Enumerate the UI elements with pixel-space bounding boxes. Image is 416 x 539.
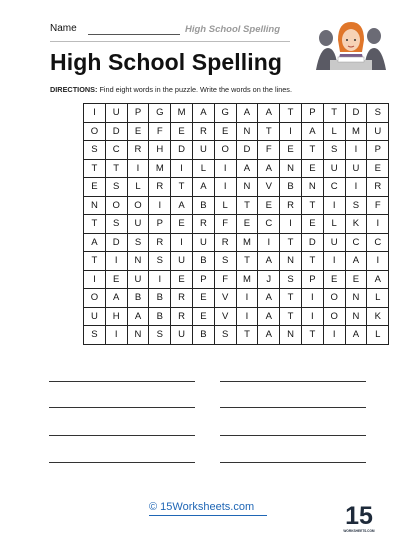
grid-row xyxy=(84,233,389,252)
grid-cell: I xyxy=(301,289,323,308)
grid-cell: A xyxy=(127,307,149,326)
grid-cell: E xyxy=(171,122,193,141)
grid-cell: E xyxy=(214,122,236,141)
grid-cell: F xyxy=(367,196,389,215)
grid-cell: J xyxy=(258,270,280,289)
grid-cell: I xyxy=(323,252,345,271)
grid-cell: L xyxy=(192,159,214,178)
grid-cell: N xyxy=(127,252,149,271)
grid-cell: U xyxy=(323,159,345,178)
grid-cell: U xyxy=(192,141,214,160)
grid-cell: V xyxy=(214,289,236,308)
grid-cell: I xyxy=(367,252,389,271)
grid-cell: M xyxy=(236,233,258,252)
grid-cell: D xyxy=(105,122,127,141)
grid-cell: U xyxy=(127,215,149,234)
grid-cell: E xyxy=(127,122,149,141)
grid-cell: U xyxy=(171,252,193,271)
grid-cell: L xyxy=(323,215,345,234)
grid-cell: R xyxy=(171,289,193,308)
answer-line-3[interactable] xyxy=(49,407,195,408)
grid-cell: O xyxy=(323,289,345,308)
grid-cell: R xyxy=(280,196,302,215)
grid-cell: U xyxy=(192,233,214,252)
grid-cell: T xyxy=(171,178,193,197)
grid-cell: E xyxy=(171,270,193,289)
grid-cell: A xyxy=(345,252,367,271)
grid-cell: U xyxy=(84,307,106,326)
grid-cell: I xyxy=(323,196,345,215)
grid-cell: I xyxy=(214,159,236,178)
grid-cell: T xyxy=(236,252,258,271)
grid-cell: M xyxy=(345,122,367,141)
grid-cell: I xyxy=(105,252,127,271)
grid-cell: C xyxy=(345,233,367,252)
grid-cell: I xyxy=(236,307,258,326)
grid-cell: A xyxy=(84,233,106,252)
grid-cell: E xyxy=(192,289,214,308)
grid-cell: S xyxy=(149,326,171,345)
grid-cell: E xyxy=(323,270,345,289)
grid-cell: D xyxy=(236,141,258,160)
grid-cell: K xyxy=(367,307,389,326)
grid-cell: I xyxy=(280,215,302,234)
answer-line-5[interactable] xyxy=(49,435,195,436)
grid-cell: I xyxy=(149,270,171,289)
grid-cell: A xyxy=(367,270,389,289)
grid-cell: S xyxy=(84,141,106,160)
grid-cell: M xyxy=(236,270,258,289)
grid-cell: N xyxy=(280,326,302,345)
grid-cell: B xyxy=(149,307,171,326)
grid-cell: R xyxy=(149,178,171,197)
grid-cell: I xyxy=(367,215,389,234)
grid-cell: T xyxy=(236,326,258,345)
grid-cell: N xyxy=(127,326,149,345)
grid-cell: L xyxy=(127,178,149,197)
grid-row xyxy=(84,252,389,271)
grid-cell: A xyxy=(258,289,280,308)
grid-cell: B xyxy=(127,289,149,308)
grid-cell: R xyxy=(214,233,236,252)
grid-cell: I xyxy=(127,159,149,178)
grid-cell: G xyxy=(214,104,236,123)
grid-cell: I xyxy=(171,233,193,252)
grid-cell: S xyxy=(214,252,236,271)
answer-line-2[interactable] xyxy=(220,381,366,382)
grid-cell: O xyxy=(84,122,106,141)
grid-cell: U xyxy=(367,122,389,141)
grid-cell: I xyxy=(84,104,106,123)
grid-cell: N xyxy=(280,252,302,271)
grid-cell: S xyxy=(127,233,149,252)
grid-cell: F xyxy=(214,270,236,289)
answer-line-8[interactable] xyxy=(220,462,366,463)
grid-cell: T xyxy=(280,307,302,326)
grid-cell: S xyxy=(105,178,127,197)
grid-cell: S xyxy=(149,252,171,271)
grid-cell: V xyxy=(214,307,236,326)
grid-cell: L xyxy=(367,326,389,345)
grid-cell: C xyxy=(258,215,280,234)
grid-cell: E xyxy=(236,215,258,234)
grid-cell: M xyxy=(149,159,171,178)
grid-cell: I xyxy=(345,178,367,197)
grid-cell: A xyxy=(171,196,193,215)
grid-cell: U xyxy=(171,326,193,345)
grid-cell: A xyxy=(236,159,258,178)
grid-cell: N xyxy=(84,196,106,215)
grid-row xyxy=(84,270,389,289)
grid-cell: S xyxy=(367,104,389,123)
grid-cell: O xyxy=(323,307,345,326)
grid-cell: S xyxy=(280,270,302,289)
grid-cell: U xyxy=(105,104,127,123)
grid-cell: E xyxy=(367,159,389,178)
grid-cell: A xyxy=(236,104,258,123)
grid-cell: T xyxy=(84,159,106,178)
grid-cell: I xyxy=(280,122,302,141)
grid-cell: C xyxy=(323,178,345,197)
grid-cell: E xyxy=(280,141,302,160)
student-illustration xyxy=(316,18,386,70)
grid-cell: I xyxy=(236,289,258,308)
grid-cell: T xyxy=(84,252,106,271)
grid-cell: A xyxy=(301,122,323,141)
grid-cell: A xyxy=(258,252,280,271)
answer-line-1[interactable] xyxy=(49,381,195,382)
grid-cell: I xyxy=(149,196,171,215)
footer-link-underline xyxy=(149,515,267,516)
grid-cell: A xyxy=(192,178,214,197)
grid-cell: S xyxy=(323,141,345,160)
grid-cell: A xyxy=(258,326,280,345)
grid-cell: R xyxy=(149,233,171,252)
grid-cell: F xyxy=(214,215,236,234)
grid-cell: D xyxy=(105,233,127,252)
grid-cell: C xyxy=(367,233,389,252)
grid-row xyxy=(84,141,389,160)
header-worksheet-title: High School Spelling xyxy=(185,24,280,35)
grid-row xyxy=(84,196,389,215)
grid-cell: O xyxy=(105,196,127,215)
grid-cell: T xyxy=(280,233,302,252)
grid-cell: A xyxy=(345,326,367,345)
grid-cell: L xyxy=(214,196,236,215)
grid-row xyxy=(84,326,389,345)
grid-cell: S xyxy=(214,326,236,345)
grid-cell: S xyxy=(105,215,127,234)
grid-cell: E xyxy=(345,270,367,289)
grid-cell: A xyxy=(105,289,127,308)
name-write-line[interactable] xyxy=(88,34,180,35)
grid-cell: U xyxy=(345,159,367,178)
grid-cell: N xyxy=(280,159,302,178)
grid-cell: P xyxy=(301,270,323,289)
grid-cell: E xyxy=(84,178,106,197)
grid-cell: M xyxy=(171,104,193,123)
grid-row xyxy=(84,159,389,178)
grid-row xyxy=(84,104,389,123)
grid-cell: F xyxy=(258,141,280,160)
grid-cell: P xyxy=(301,104,323,123)
grid-cell: O xyxy=(214,141,236,160)
grid-cell: I xyxy=(323,326,345,345)
grid-cell: S xyxy=(84,326,106,345)
header-divider xyxy=(50,41,290,42)
grid-cell: V xyxy=(258,178,280,197)
grid-cell: T xyxy=(105,159,127,178)
grid-cell: I xyxy=(105,326,127,345)
grid-cell: N xyxy=(236,178,258,197)
worksheets-logo xyxy=(345,497,373,535)
grid-cell: A xyxy=(192,104,214,123)
grid-cell: R xyxy=(171,307,193,326)
grid-cell: I xyxy=(301,307,323,326)
grid-cell: T xyxy=(301,252,323,271)
grid-cell: R xyxy=(127,141,149,160)
grid-cell: T xyxy=(301,326,323,345)
grid-cell: T xyxy=(301,196,323,215)
grid-cell: T xyxy=(84,215,106,234)
grid-cell: R xyxy=(192,215,214,234)
word-search-grid xyxy=(83,103,389,345)
grid-cell: E xyxy=(301,215,323,234)
directions-text: Find eight words in the puzzle. Write the words on the lines. xyxy=(97,85,292,94)
grid-cell: H xyxy=(105,307,127,326)
grid-cell: E xyxy=(171,215,193,234)
grid-cell: A xyxy=(258,307,280,326)
grid-cell: G xyxy=(149,104,171,123)
grid-cell: I xyxy=(171,159,193,178)
grid-cell: O xyxy=(127,196,149,215)
grid-cell: R xyxy=(192,122,214,141)
answer-line-6[interactable] xyxy=(220,435,366,436)
grid-row xyxy=(84,289,389,308)
grid-cell: B xyxy=(192,326,214,345)
grid-cell: R xyxy=(367,178,389,197)
grid-cell: B xyxy=(192,196,214,215)
grid-cell: E xyxy=(105,270,127,289)
grid-cell: A xyxy=(258,159,280,178)
directions xyxy=(50,85,292,94)
grid-cell: T xyxy=(236,196,258,215)
grid-cell: P xyxy=(149,215,171,234)
answer-line-4[interactable] xyxy=(220,407,366,408)
grid-cell: T xyxy=(280,104,302,123)
grid-cell: T xyxy=(258,122,280,141)
grid-cell: B xyxy=(192,252,214,271)
grid-row xyxy=(84,307,389,326)
grid-cell: T xyxy=(323,104,345,123)
grid-cell: E xyxy=(258,196,280,215)
grid-cell: L xyxy=(367,289,389,308)
grid-cell: N xyxy=(345,289,367,308)
grid-cell: O xyxy=(84,289,106,308)
grid-cell: H xyxy=(149,141,171,160)
page-title: High School Spelling xyxy=(50,49,282,75)
grid-cell: I xyxy=(214,178,236,197)
grid-cell: D xyxy=(345,104,367,123)
logo-subtext: WORKSHEETS.COM xyxy=(343,529,375,533)
grid-cell: L xyxy=(323,122,345,141)
grid-cell: N xyxy=(236,122,258,141)
grid-cell: E xyxy=(192,307,214,326)
footer-copyright-link[interactable]: © 15Worksheets.com xyxy=(149,501,255,513)
name-label: Name xyxy=(50,23,77,34)
grid-cell: P xyxy=(192,270,214,289)
grid-cell: S xyxy=(345,196,367,215)
grid-cell: D xyxy=(301,233,323,252)
grid-cell: A xyxy=(258,104,280,123)
grid-cell: P xyxy=(127,104,149,123)
grid-cell: C xyxy=(105,141,127,160)
grid-cell: U xyxy=(323,233,345,252)
grid-row xyxy=(84,122,389,141)
grid-cell: K xyxy=(345,215,367,234)
grid-cell: I xyxy=(84,270,106,289)
grid-cell: T xyxy=(280,289,302,308)
grid-row xyxy=(84,215,389,234)
logo-number: 15 xyxy=(345,502,373,530)
grid-cell: I xyxy=(258,233,280,252)
answer-line-7[interactable] xyxy=(49,462,195,463)
grid-cell: T xyxy=(301,141,323,160)
grid-cell: B xyxy=(149,289,171,308)
directions-label: DIRECTIONS: xyxy=(50,85,98,94)
grid-cell: E xyxy=(301,159,323,178)
grid-cell: B xyxy=(280,178,302,197)
grid-cell: D xyxy=(171,141,193,160)
grid-row xyxy=(84,178,389,197)
grid-cell: I xyxy=(345,141,367,160)
grid-cell: U xyxy=(127,270,149,289)
grid-cell: F xyxy=(149,122,171,141)
grid-cell: N xyxy=(345,307,367,326)
grid-cell: N xyxy=(301,178,323,197)
grid-cell: P xyxy=(367,141,389,160)
